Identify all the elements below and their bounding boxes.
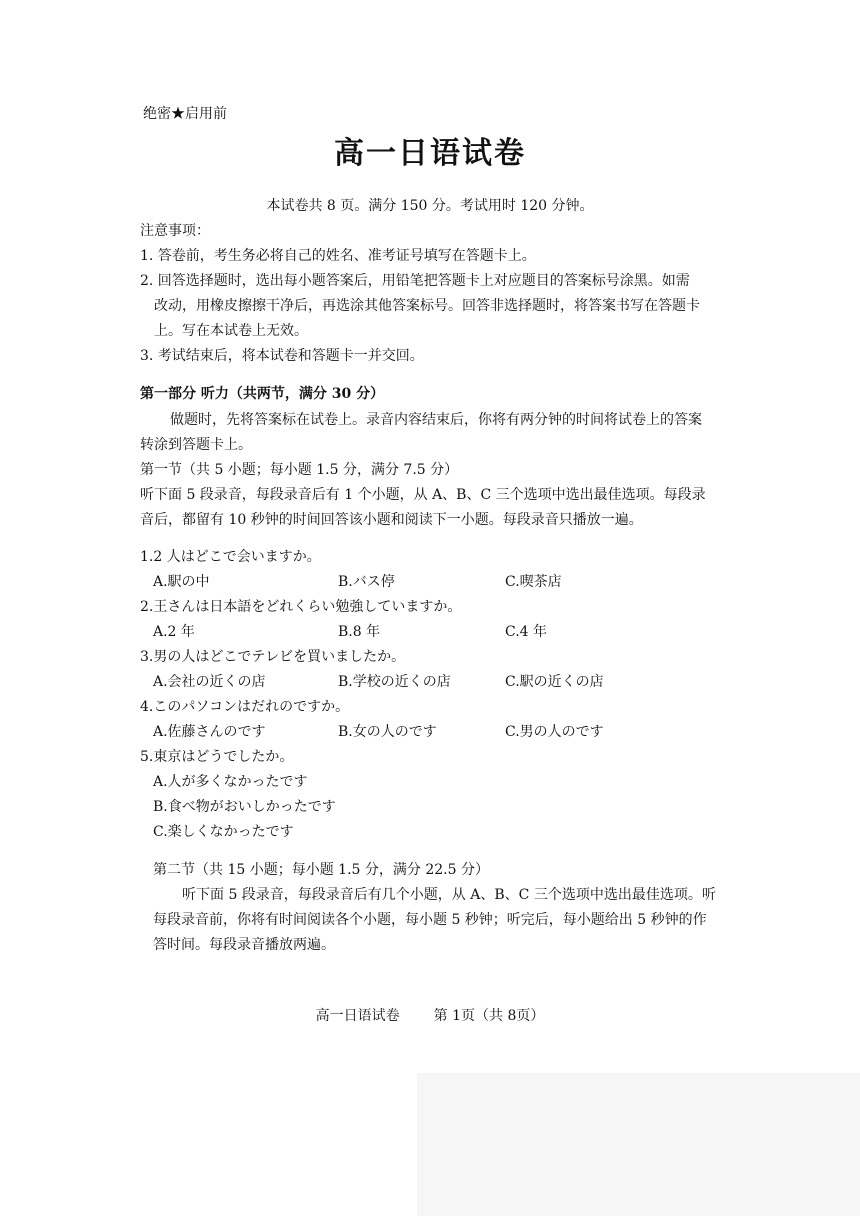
part1-intro-line-1: 做题时，先将答案标在试卷上。录音内容结束后，你将有两分钟的时间将试卷上的答案: [170, 412, 702, 428]
notice-item-3: 3. 考试结束后，将本试卷和答题卡一并交回。: [140, 348, 424, 364]
question-5: 5.東京はどうでしたか。: [140, 749, 294, 765]
section2-instr-line-3: 答时间。每段录音播放两遍。: [153, 937, 335, 953]
notice-heading: 注意事项：: [140, 223, 210, 239]
notice-item-1: 1. 答卷前，考生务必将自己的姓名、准考证号填写在答题卡上。: [140, 248, 536, 264]
question-5-option-c: C.楽しくなかったです: [153, 824, 294, 840]
section2-instr-line-1: 听下面 5 段录音，每段录音后有几个小题，从 A、B、C 三个选项中选出最佳选项。听: [182, 887, 716, 903]
question-5-option-b: B.食べ物がおいしかったです: [153, 799, 336, 815]
question-5-option-a: A.人が多くなかったです: [153, 774, 308, 790]
section1-instr-line-1: 听下面 5 段录音，每段录音后有 1 个小题，从 A、B、C 三个选项中选出最佳选项。每段录: [140, 487, 706, 503]
section1-heading: 第一节（共 5 小题；每小题 1.5 分，满分 7.5 分）: [140, 462, 459, 478]
question-1: 1.2 人はどこで会いますか。: [140, 549, 321, 565]
exam-info: 本试卷共 8 页。满分 150 分。考试用时 120 分钟。: [266, 198, 594, 214]
notice-item-2-cont2: 上。写在本试卷上无效。: [154, 323, 308, 339]
secret-label: 绝密★启用前: [143, 106, 227, 122]
question-2: 2.王さんは日本語をどれくらい勉強していますか。: [140, 599, 462, 615]
question-2-option-c: C.4 年: [505, 624, 548, 640]
part1-intro-line-2: 转涂到答题卡上。: [140, 437, 252, 453]
section1-instr-line-2: 音后，都留有 10 秒钟的时间回答该小题和阅读下一小题。每段录音只播放一遍。: [140, 512, 643, 528]
question-1-option-b: B.バス停: [338, 574, 395, 590]
notice-item-2: 2. 回答选择题时，选出每小题答案后，用铅笔把答题卡上对应题目的答案标号涂黑。如需: [140, 273, 690, 289]
question-1-option-c: C.喫茶店: [505, 574, 562, 590]
question-3-option-a: A.会社の近くの店: [153, 674, 266, 690]
question-4: 4.このパソコンはだれのですか。: [140, 699, 350, 715]
section2-instr-line-2: 每段录音前，你将有时间阅读各个小题，每小题 5 秒钟；听完后，每小题给出 5 秒钟的作: [153, 912, 707, 928]
question-4-option-c: C.男の人のです: [505, 724, 604, 740]
scan-shadow: [417, 1073, 860, 1216]
notice-item-2-cont: 改动，用橡皮擦擦干净后，再选涂其他答案标号。回答非选择题时，将答案书写在答题卡: [154, 298, 700, 314]
question-3-option-b: B.学校の近くの店: [338, 674, 451, 690]
section2-heading: 第二节（共 15 小题；每小题 1.5 分，满分 22.5 分）: [153, 862, 489, 878]
question-3: 3.男の人はどこでテレビを買いましたか。: [140, 649, 406, 665]
question-4-option-b: B.女の人のです: [338, 724, 437, 740]
part1-heading: 第一部分 听力（共两节，满分 30 分）: [140, 386, 385, 402]
question-4-option-a: A.佐藤さんのです: [153, 724, 266, 740]
question-1-option-a: A.駅の中: [153, 574, 210, 590]
page-title: 高一日语试卷: [334, 136, 526, 171]
footer-exam-name: 高一日语试卷: [315, 1008, 400, 1024]
footer-page-number: 第 1页（共 8页）: [433, 1008, 545, 1024]
question-2-option-b: B.8 年: [338, 624, 381, 640]
question-3-option-c: C.駅の近くの店: [505, 674, 604, 690]
page-footer: [0, 1005, 860, 1025]
question-2-option-a: A.2 年: [153, 624, 195, 640]
